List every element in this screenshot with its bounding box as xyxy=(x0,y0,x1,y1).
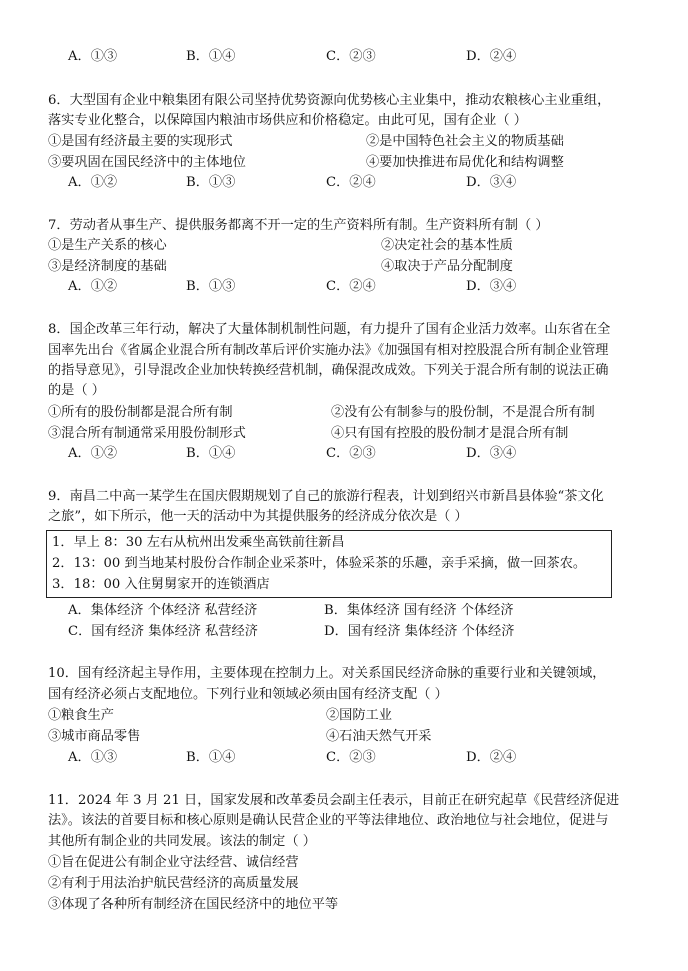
q7-option-a[interactable]: A．①② xyxy=(68,279,118,294)
q6-option-b[interactable]: B．①③ xyxy=(186,175,236,190)
q8-choice-1: ①所有的股份制都是混合所有制 xyxy=(48,405,233,420)
itinerary-item-1: 1．早上 8：30 左右从杭州出发乘坐高铁前往新昌 xyxy=(52,535,345,550)
q8-option-c[interactable]: C．②③ xyxy=(326,446,376,461)
q9-option-a[interactable]: A．集体经济 个体经济 私营经济 xyxy=(68,603,258,618)
q9-option-c[interactable]: C．国有经济 集体经济 私营经济 xyxy=(68,624,258,639)
q6-option-a[interactable]: A．①② xyxy=(68,175,118,190)
q11-choice-3: ③体现了各种所有制经济在国民经济中的地位平等 xyxy=(48,897,339,912)
q8-choice-2: ②没有公有制参与的股份制，不是混合所有制 xyxy=(331,405,595,420)
q6-stem-line1: 6．大型国有企业中粮集团有限公司坚持优势资源向优势核心主业集中，推动农粮核心主业重组， xyxy=(48,93,611,108)
q7-choice-2: ②决定社会的基本性质 xyxy=(381,238,513,253)
q8-choice-3: ③混合所有制通常采用股份制形式 xyxy=(48,426,246,441)
q10-option-b[interactable]: B．①④ xyxy=(186,750,236,765)
q6-option-c[interactable]: C．②④ xyxy=(326,175,376,190)
q8-stem-line3: 的指导意见》，引导混改企业加快转换经营机制，确保混改成效。下列关于混合所有制的说法正确 xyxy=(48,363,609,378)
q7-stem-line1: 7．劳动者从事生产、提供服务都离不开一定的生产资料所有制。生产资料所有制（ ） xyxy=(48,218,549,233)
q5-option-b[interactable]: B．①④ xyxy=(186,49,236,64)
q11-stem-line1: 11．2024 年 3 月 21 日，国家发展和改革委员会副主任表示，目前正在研究起草《民营经济促进 xyxy=(48,793,620,808)
q5-option-a[interactable]: A．①③ xyxy=(68,49,118,64)
q7-option-c[interactable]: C．②④ xyxy=(326,279,376,294)
q6-choice-2: ②是中国特色社会主义的物质基础 xyxy=(366,134,564,149)
q6-choice-4: ④要加快推进布局优化和结构调整 xyxy=(366,155,564,170)
q8-option-a[interactable]: A．①② xyxy=(68,446,118,461)
q11-stem-line2: 法》。该法的首要目标和核心原则是确认民营企业的平等法律地位、政治地位与社会地位，促进与 xyxy=(48,813,609,828)
q7-option-b[interactable]: B．①③ xyxy=(186,279,236,294)
q10-choice-4: ④石油天然气开采 xyxy=(326,729,432,744)
q6-stem-line2: 落实专业化整合，以保障国内粮油市场供应和价格稳定。由此可见，国有企业（ ） xyxy=(48,113,527,128)
q10-option-d[interactable]: D．②④ xyxy=(466,750,517,765)
q8-stem-line2: 国率先出台《省属企业混合所有制改革后评价实施办法》《加强国有相对控股混合所有制企业管理 xyxy=(48,343,609,358)
q10-stem-line1: 10．国有经济起主导作用，主要体现在控制力上。对关系国民经济命脉的重要行业和关键领域， xyxy=(48,666,606,681)
q8-stem-line1: 8．国企改革三年行动，解决了大量体制机制性问题，有力提升了国有企业活力效率。山东省在全 xyxy=(48,322,611,337)
q5-option-c[interactable]: C．②③ xyxy=(326,49,376,64)
q8-option-d[interactable]: D．③④ xyxy=(466,446,517,461)
itinerary-box xyxy=(46,530,612,598)
q11-stem-line3: 其他所有制企业的共同发展。该法的制定（ ） xyxy=(48,834,316,849)
itinerary-item-2: 2．13：00 到当地某村股份合作制企业采茶叶，体验采茶的乐趣，亲手采摘，做一回茶农。 xyxy=(52,556,587,571)
q10-option-c[interactable]: C．②③ xyxy=(326,750,376,765)
q11-choice-1: ①旨在促进公有制企业守法经营、诚信经营 xyxy=(48,855,299,870)
q7-option-d[interactable]: D．③④ xyxy=(466,279,517,294)
q9-stem-line2: 之旅”，如下所示，他一天的活动中为其提供服务的经济成分依次是（ ） xyxy=(48,509,468,524)
q8-option-b[interactable]: B．①④ xyxy=(186,446,236,461)
q9-stem-line1: 9．南昌二中高一某学生在国庆假期规划了自己的旅游行程表，计划到绍兴市新昌县体验“茶文化 xyxy=(48,489,604,504)
q10-stem-line2: 国有经济必须占支配地位。下列行业和领域必须由国有经济支配（ ） xyxy=(48,687,448,702)
q7-choice-4: ④取决于产品分配制度 xyxy=(381,259,513,274)
q8-choice-4: ④只有国有控股的股份制才是混合所有制 xyxy=(331,426,569,441)
q9-option-d[interactable]: D．国有经济 集体经济 个体经济 xyxy=(324,624,515,639)
q7-choice-1: ①是生产关系的核心 xyxy=(48,238,167,253)
q11-choice-2: ②有利于用法治护航民营经济的高质量发展 xyxy=(48,876,299,891)
q6-option-d[interactable]: D．③④ xyxy=(466,175,517,190)
q6-choice-1: ①是国有经济最主要的实现形式 xyxy=(48,134,233,149)
q6-choice-3: ③要巩固在国民经济中的主体地位 xyxy=(48,155,246,170)
itinerary-item-3: 3．18：00 入住舅舅家开的连锁酒店 xyxy=(52,577,270,592)
q8-stem-line4: 的是（ ） xyxy=(48,383,105,398)
q10-choice-1: ①粮食生产 xyxy=(48,708,114,723)
q5-option-d[interactable]: D．②④ xyxy=(466,49,517,64)
q7-choice-3: ③是经济制度的基础 xyxy=(48,259,167,274)
q10-option-a[interactable]: A．①③ xyxy=(68,750,118,765)
q9-option-b[interactable]: B．集体经济 国有经济 个体经济 xyxy=(324,603,514,618)
q10-choice-3: ③城市商品零售 xyxy=(48,729,141,744)
q10-choice-2: ②国防工业 xyxy=(326,708,392,723)
